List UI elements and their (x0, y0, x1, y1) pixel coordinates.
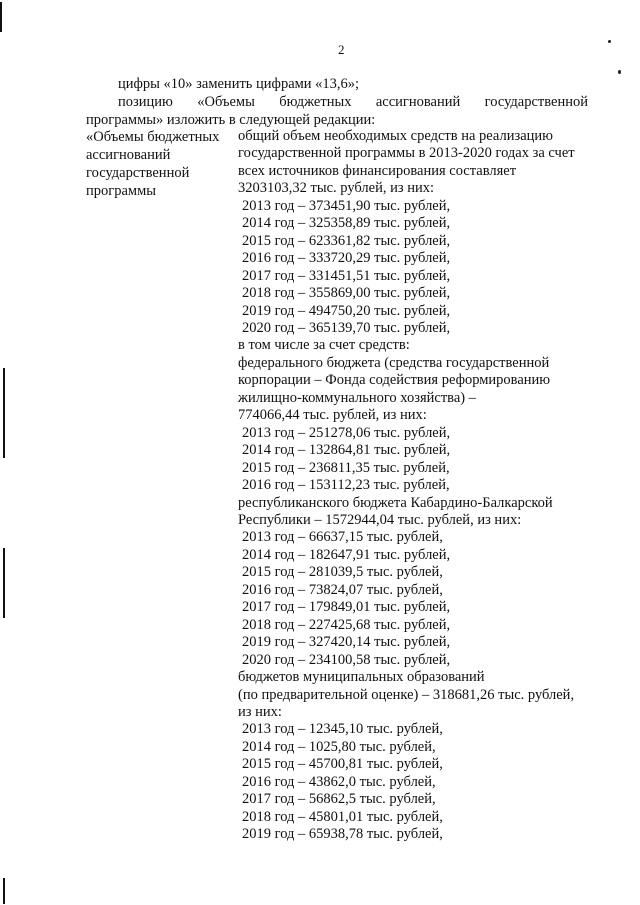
position-title-line: государственной (86, 165, 190, 181)
intro-line-1: цифры «10» заменить цифрами «13,6»; (118, 76, 360, 92)
scan-mark (0, 2, 2, 32)
position-title-line: ассигнований (86, 147, 171, 163)
funding-line: из них: (238, 703, 282, 720)
position-title-line: программы (86, 183, 156, 199)
funding-line: 2013 год – 251278,06 тыс. рублей, (242, 424, 451, 441)
funding-line: 2016 год – 73824,07 тыс. рублей, (242, 581, 443, 598)
funding-details-cell (238, 128, 618, 844)
funding-line: в том числе за счет средств: (238, 337, 410, 354)
funding-line: 2015 год – 623361,82 тыс. рублей, (242, 232, 451, 249)
intro-line-2: позицию «Объемы бюджетных ассигнований государственной (118, 94, 588, 110)
funding-line: 2015 год – 236811,35 тыс. рублей, (242, 459, 450, 476)
funding-line: 2013 год – 66637,15 тыс. рублей, (242, 529, 443, 546)
funding-line: 2015 год – 45700,81 тыс. рублей, (242, 756, 443, 773)
funding-line: 2018 год – 45801,01 тыс. рублей, (242, 808, 443, 825)
funding-line: 2014 год – 182647,91 тыс. рублей, (242, 546, 451, 563)
funding-line: 2017 год – 179849,01 тыс. рублей, (242, 599, 451, 616)
scan-speck (618, 70, 621, 74)
position-title-cell (86, 128, 236, 200)
funding-line: 2013 год – 373451,90 тыс. рублей, (242, 197, 451, 214)
funding-line: 2019 год – 327420,14 тыс. рублей, (242, 634, 451, 651)
funding-line: 774066,44 тыс. рублей, из них: (238, 407, 427, 424)
position-title-line: «Объемы бюджетных (86, 129, 220, 145)
funding-line: (по предварительной оценке) – 318681,26 тыс. рублей, (238, 686, 575, 703)
funding-line: 2018 год – 355869,00 тыс. рублей, (242, 285, 451, 302)
funding-line: общий объем необходимых средств на реализацию (238, 128, 553, 144)
funding-line: 2014 год – 132864,81 тыс. рублей, (242, 442, 451, 459)
intro-line-3: программы» изложить в следующей редакции: (86, 112, 376, 128)
funding-line: государственной программы в 2013-2020 годах за счет (238, 145, 575, 162)
funding-line: 2016 год – 153112,23 тыс. рублей, (242, 477, 450, 494)
funding-line: Республики – 1572944,04 тыс. рублей, из них: (238, 511, 522, 528)
funding-line: 2016 год – 333720,29 тыс. рублей, (242, 250, 451, 267)
scan-mark (3, 548, 5, 618)
scan-mark (3, 878, 5, 904)
funding-line: 2019 год – 65938,78 тыс. рублей, (242, 826, 443, 843)
funding-line: всех источников финансирования составляет (238, 162, 517, 179)
funding-line: 2014 год – 325358,89 тыс. рублей, (242, 215, 451, 232)
funding-line: 2016 год – 43862,0 тыс. рублей, (242, 773, 436, 790)
scan-speck (608, 40, 611, 43)
funding-line: 2018 год – 227425,68 тыс. рублей, (242, 616, 451, 633)
funding-line: федерального бюджета (средства государственной (238, 354, 550, 371)
funding-line: жилищно-коммунального хозяйства) – (238, 389, 476, 406)
funding-line: 2019 год – 494750,20 тыс. рублей, (242, 302, 451, 319)
funding-line: 2017 год – 56862,5 тыс. рублей, (242, 791, 436, 808)
funding-line: 2014 год – 1025,80 тыс. рублей, (242, 738, 436, 755)
page-number: 2 (338, 42, 345, 57)
funding-line: бюджетов муниципальных образований (238, 669, 485, 686)
funding-line: 2015 год – 281039,5 тыс. рублей, (242, 564, 443, 581)
funding-line: 2020 год – 234100,58 тыс. рублей, (242, 651, 451, 668)
funding-line: 2020 год – 365139,70 тыс. рублей, (242, 319, 451, 336)
funding-line: 3203103,32 тыс. рублей, из них: (238, 180, 434, 197)
funding-line: 2017 год – 331451,51 тыс. рублей, (242, 267, 451, 284)
funding-line: 2013 год – 12345,10 тыс. рублей, (242, 721, 443, 738)
funding-line: республиканского бюджета Кабардино-Балкарской (238, 494, 553, 511)
scan-mark (3, 368, 5, 458)
funding-line: корпорации – Фонда содействия реформированию (238, 372, 551, 389)
